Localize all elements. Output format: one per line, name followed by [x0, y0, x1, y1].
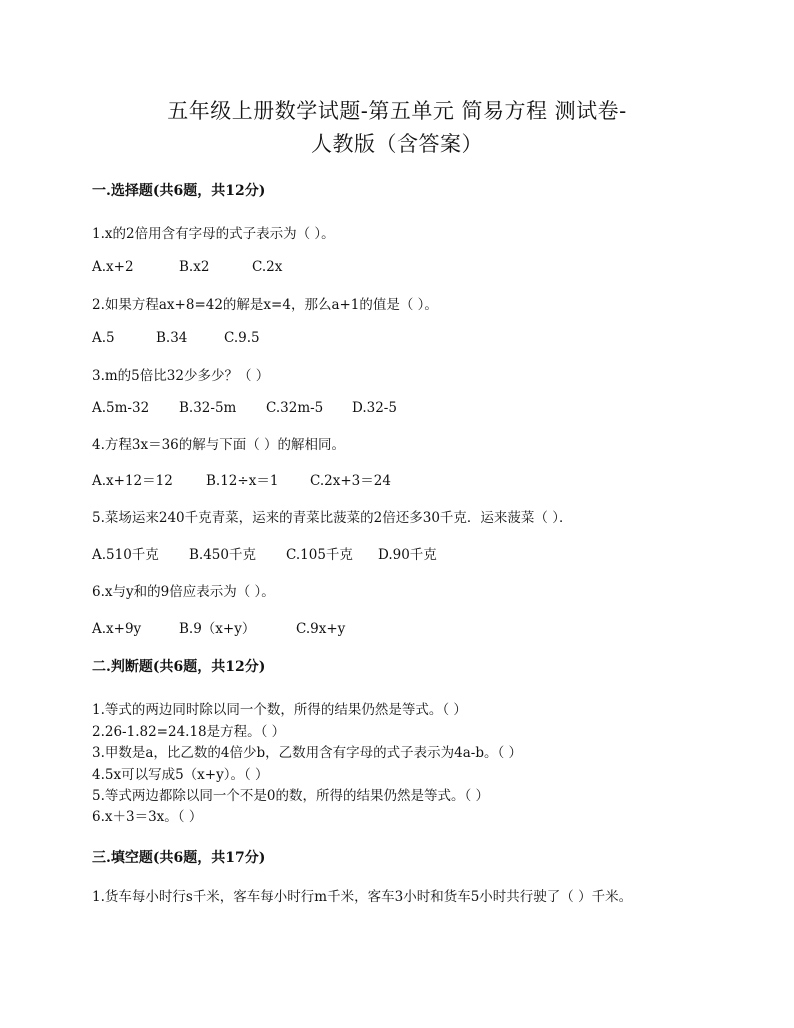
- option: B.9（x+y）: [179, 621, 256, 637]
- judge-item: 5.等式两边都除以同一个不是0的数，所得的结果仍然是等式。（ ）: [92, 788, 490, 804]
- question-options: [92, 400, 397, 416]
- option: A.x+2: [92, 259, 134, 275]
- judge-item: 6.x＋3＝3x。（ ）: [92, 809, 203, 825]
- question-options: [92, 543, 437, 563]
- option: C.9x+y: [296, 621, 346, 637]
- judge-item: 2.26-1.82=24.18是方程。（ ）: [92, 724, 286, 740]
- option: C.2x: [252, 259, 283, 275]
- section-heading-judge: 二.判断题(共6题，共12分): [92, 659, 266, 675]
- option: C.2x+3＝24: [310, 473, 391, 489]
- section-heading-fill: 三.填空题(共6题，共17分): [92, 850, 266, 866]
- question-text: 3.m的5倍比32少多少？（ ）: [92, 368, 270, 384]
- section-heading-choice: 一.选择题(共6题，共12分): [92, 183, 266, 199]
- fill-item: 1.货车每小时行s千米，客车每小时行m千米，客车3小时和货车5小时共行驶了（ ）千米。: [92, 889, 633, 905]
- option: C.105千克: [286, 547, 353, 563]
- option: A.5m-32: [92, 400, 150, 416]
- option: B.12÷x＝1: [206, 473, 279, 489]
- question-text: 1.x的2倍用含有字母的式子表示为（ ）。: [92, 226, 335, 242]
- option: A.x+9y: [92, 621, 142, 637]
- question-text: 5.菜场运来240千克青菜，运来的青菜比菠菜的2倍还多30千克．运来菠菜（ ）．: [92, 510, 573, 526]
- question-text: 2.如果方程ax+8=42的解是x=4，那么a+1的值是（ ）。: [92, 297, 438, 313]
- question-options: [92, 617, 345, 637]
- option: A.x+12＝12: [92, 473, 173, 489]
- judge-item: 1.等式的两边同时除以同一个数，所得的结果仍然是等式。（ ）: [92, 702, 467, 718]
- question-text: 6.x与y和的9倍应表示为（ ）。: [92, 584, 275, 600]
- option: C.32m-5: [266, 400, 324, 416]
- question-text: 4.方程3x＝36的解与下面（ ）的解相同。: [92, 437, 346, 453]
- option: D.90千克: [378, 547, 437, 563]
- option: C.9.5: [224, 330, 260, 346]
- option: B.32-5m: [179, 400, 237, 416]
- option: D.32-5: [352, 400, 397, 416]
- option: A.510千克: [92, 547, 159, 563]
- judge-item: 3.甲数是a，比乙数的4倍少b，乙数用含有字母的式子表示为4a-b。（ ）: [92, 745, 523, 761]
- option: B.x2: [179, 259, 210, 275]
- question-options: [92, 259, 282, 275]
- option: B.450千克: [189, 547, 256, 563]
- judge-item: 4.5x可以写成5（x+y）。（ ）: [92, 767, 269, 783]
- question-options: [92, 469, 391, 489]
- title-line-1: 五年级上册数学试题-第五单元 简易方程 测试卷-: [167, 99, 627, 123]
- option: A.5: [92, 330, 115, 346]
- question-options: [92, 330, 260, 346]
- title-line-2: 人教版（含答案）: [311, 132, 483, 156]
- option: B.34: [156, 330, 188, 346]
